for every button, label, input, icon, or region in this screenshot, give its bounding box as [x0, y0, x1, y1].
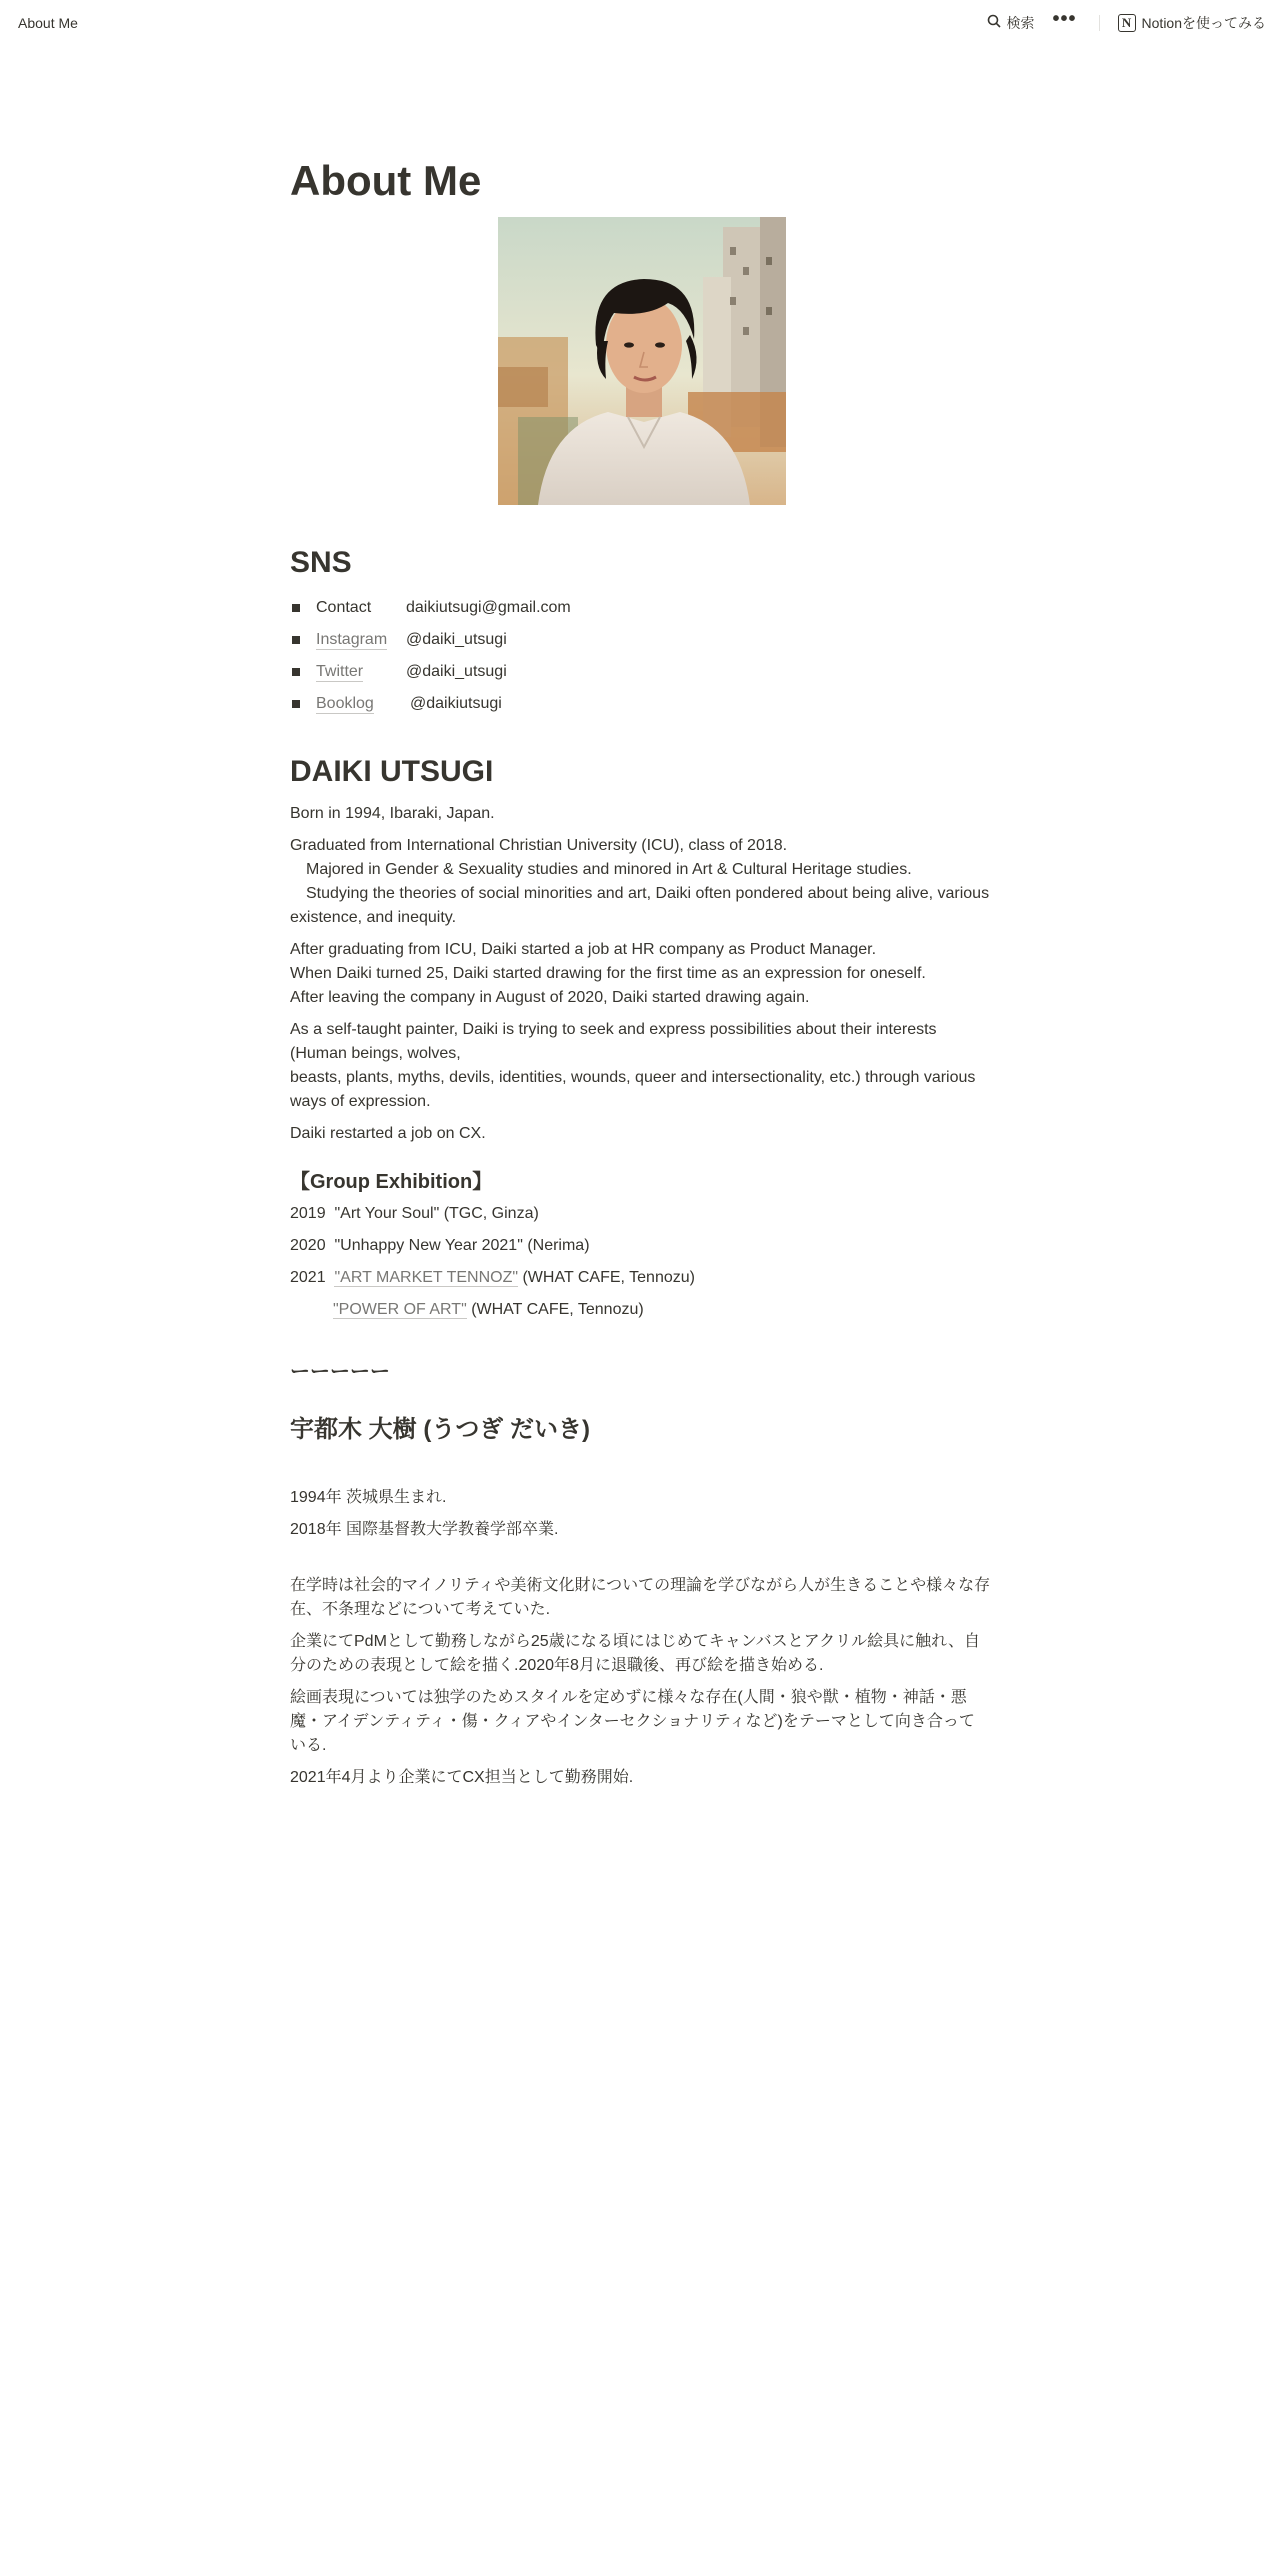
- divider: [1099, 15, 1100, 31]
- exhibition-row: [290, 1234, 590, 1258]
- exhibition-row: [333, 1298, 644, 1322]
- text-line: Graduated from International Christian University (ICU), class of 2018.: [290, 837, 788, 854]
- list-item-contact: [290, 592, 998, 624]
- page-title: About Me: [290, 157, 482, 204]
- top-actions: [979, 9, 1272, 37]
- exhibition-year: 2020: [290, 1237, 326, 1254]
- group-exhibition-heading: 【Group Exhibition】: [290, 1171, 493, 1193]
- exhibition-year: 2021: [290, 1269, 326, 1286]
- bullet-icon: [292, 604, 300, 612]
- list-item-twitter: [290, 656, 998, 688]
- profile-heading-jp: 宇都木 大樹 (うつぎ だいき): [290, 1416, 590, 1443]
- text-line: Studying the theories of social minorities and art, Daiki often pondered about being alive, various: [306, 885, 990, 902]
- twitter-link[interactable]: Twitter: [316, 662, 364, 680]
- profile-paragraph: [290, 938, 998, 1010]
- try-notion-label: Notionを使ってみる: [1141, 14, 1266, 31]
- exhibition-text: "Art Your Soul" (TGC, Ginza): [334, 1205, 539, 1222]
- exhibition-row: [290, 1202, 539, 1226]
- sns-value: daikiutsugi@gmail.com: [406, 599, 571, 616]
- divider-dashes: ーーーーー: [290, 1361, 390, 1383]
- text-line: 絵画表現については独学のためスタイルを定めずに様々な存在(人間・狼や獣・植物・神話・悪: [290, 1689, 967, 1706]
- profile-paragraph-jp: 2021年4月より企業にてCX担当として勤務開始.: [290, 1769, 634, 1786]
- text-line: 在、不条理などについて考えていた.: [290, 1601, 551, 1618]
- profile-paragraph: [290, 1018, 998, 1114]
- profile-paragraph: [290, 834, 998, 930]
- search-button[interactable]: [979, 9, 1043, 37]
- profile-paragraph-jp: [290, 1630, 998, 1678]
- sns-heading: SNS: [290, 546, 352, 579]
- instagram-link[interactable]: Instagram: [316, 630, 388, 648]
- profile-paragraph-jp: 1994年 茨城県生まれ.: [290, 1489, 447, 1506]
- profile-paragraph-jp: 2018年 国際基督教大学教養学部卒業.: [290, 1521, 559, 1538]
- text-line: 魔・アイデンティティ・傷・クィアやインターセクショナリティなど)をテーマとして向き合って: [290, 1713, 975, 1730]
- art-market-tennoz-link[interactable]: "ART MARKET TENNOZ": [334, 1269, 519, 1286]
- sns-value: @daikiutsugi: [410, 695, 502, 712]
- sns-value: @daiki_utsugi: [406, 663, 507, 680]
- text-line: Majored in Gender & Sexuality studies and minored in Art & Cultural Heritage studies.: [306, 861, 912, 878]
- more-options-button[interactable]: •••: [1052, 7, 1077, 30]
- text-line: ways of expression.: [290, 1093, 431, 1110]
- profile-photo: [498, 217, 786, 505]
- sns-value: @daiki_utsugi: [406, 631, 507, 648]
- exhibition-text: (WHAT CAFE, Tennozu): [518, 1269, 695, 1286]
- list-item-instagram: [290, 624, 998, 656]
- profile-paragraph-jp: [290, 1574, 998, 1622]
- breadcrumb[interactable]: About Me: [18, 14, 78, 31]
- text-line: After graduating from ICU, Daiki started a job at HR company as Product Manager.: [290, 941, 877, 958]
- bullet-icon: [292, 700, 300, 708]
- exhibition-year: 2019: [290, 1205, 326, 1222]
- notion-logo-icon: N: [1118, 14, 1136, 32]
- bullet-icon: [292, 668, 300, 676]
- sns-label: Contact: [316, 599, 372, 616]
- exhibition-text: "Unhappy New Year 2021" (Nerima): [334, 1237, 590, 1254]
- text-line: 分のための表現として絵を描く.2020年8月に退職後、再び絵を描き始める.: [290, 1657, 824, 1674]
- try-notion-button[interactable]: [1112, 9, 1272, 37]
- text-line: いる.: [290, 1737, 327, 1754]
- exhibition-text: (WHAT CAFE, Tennozu): [466, 1301, 644, 1318]
- search-icon: [987, 14, 1001, 31]
- text-line: When Daiki turned 25, Daiki started drawing for the first time as an expression for oneself.: [290, 965, 926, 982]
- text-line: After leaving the company in August of 2020, Daiki started drawing again.: [290, 989, 810, 1006]
- profile-heading-en: DAIKI UTSUGI: [290, 755, 494, 788]
- bullet-icon: [292, 636, 300, 644]
- top-bar: [0, 0, 1284, 45]
- text-line: As a self-taught painter, Daiki is trying to seek and express possibilities about their interests: [290, 1021, 937, 1038]
- booklog-link[interactable]: Booklog: [316, 694, 374, 712]
- search-label: 検索: [1006, 14, 1035, 31]
- list-item-booklog: [290, 688, 998, 720]
- text-line: existence, and inequity.: [290, 909, 457, 926]
- text-line: 在学時は社会的マイノリティや美術文化財についての理論を学びながら人が生きることや様々な存: [290, 1577, 991, 1594]
- profile-paragraph: Born in 1994, Ibaraki, Japan.: [290, 805, 495, 822]
- exhibition-row: [290, 1266, 695, 1290]
- profile-paragraph: Daiki restarted a job on CX.: [290, 1125, 486, 1142]
- text-line: (Human beings, wolves,: [290, 1045, 461, 1062]
- text-line: 企業にてPdMとして勤務しながら25歳になる頃にはじめてキャンバスとアクリル絵具に触れ、自: [290, 1633, 981, 1650]
- profile-paragraph-jp: [290, 1686, 998, 1758]
- power-of-art-link[interactable]: "POWER OF ART": [333, 1301, 467, 1318]
- sns-list: [290, 592, 998, 720]
- portrait-photo-image: [498, 217, 786, 505]
- text-line: beasts, plants, myths, devils, identities, wounds, queer and intersectionality, etc.) through various: [290, 1069, 976, 1086]
